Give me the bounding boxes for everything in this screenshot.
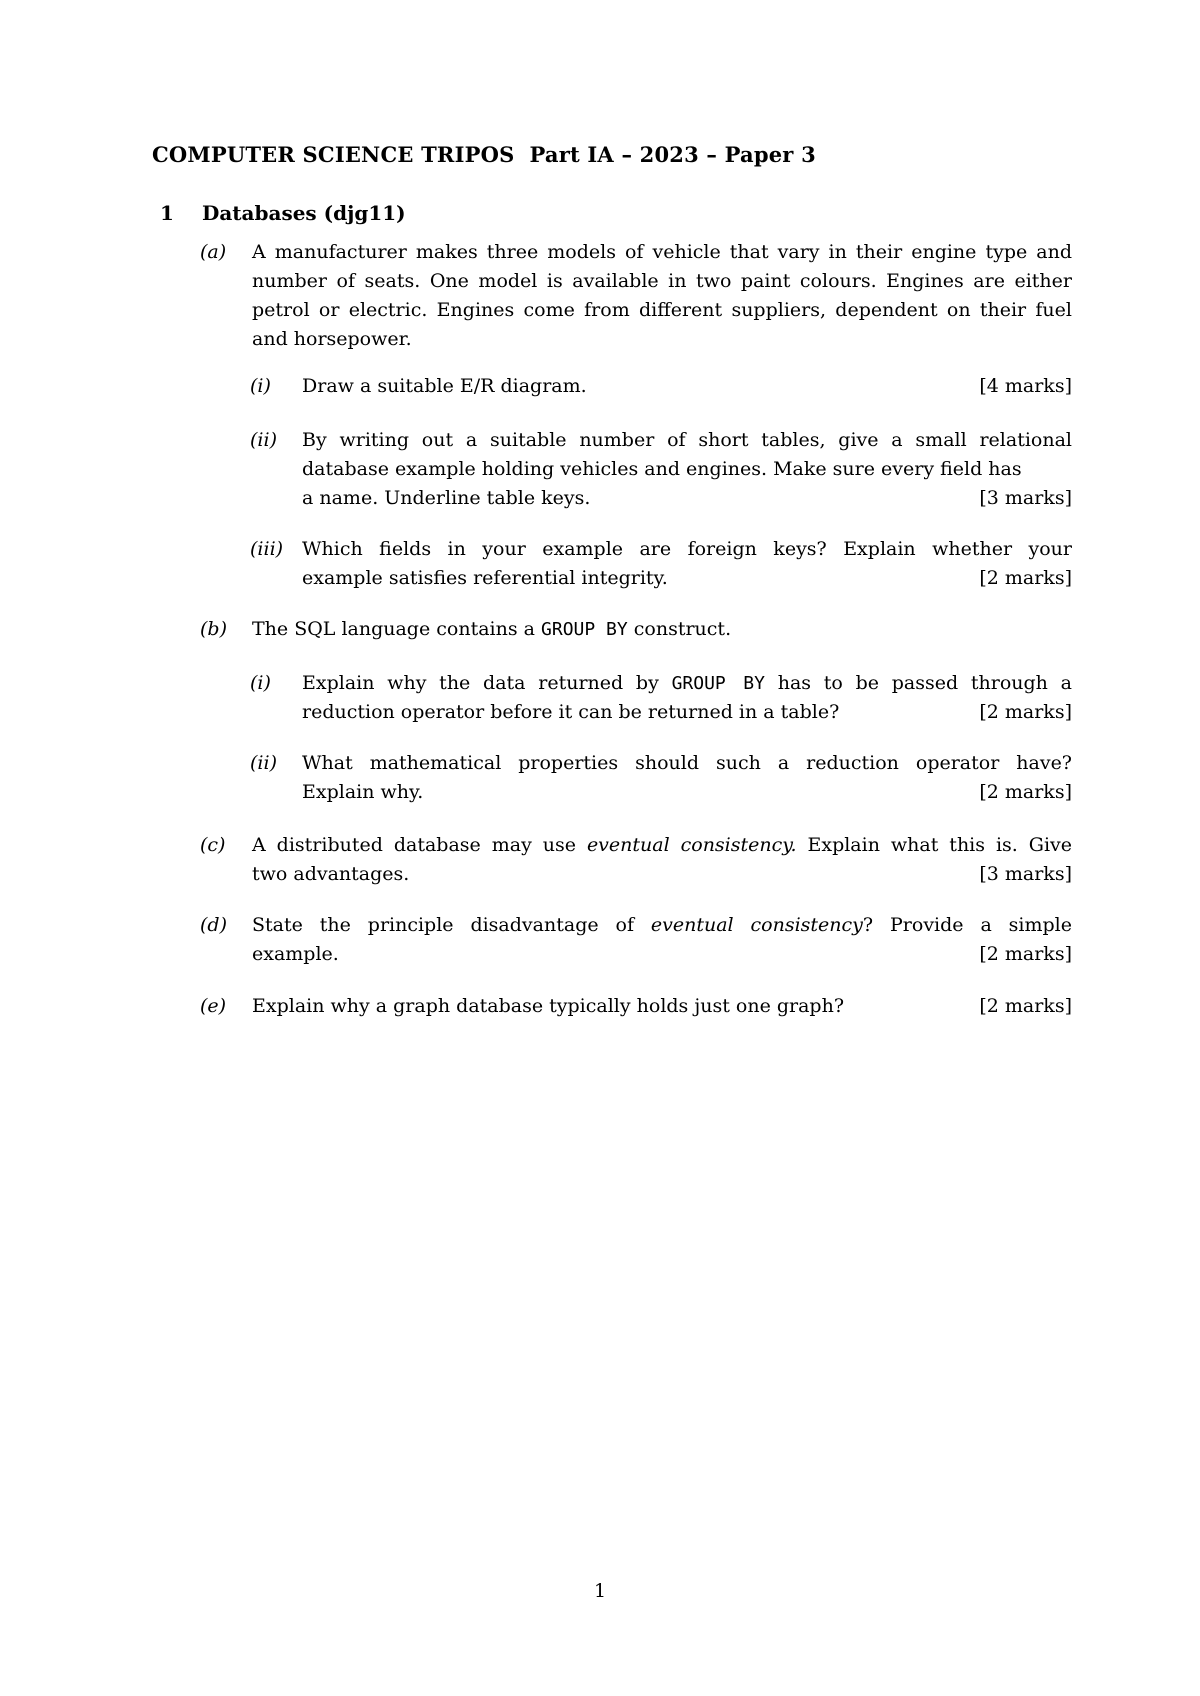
header-part-prefix: Part [529, 142, 580, 167]
part-a-iii-marks: [2 marks] [979, 567, 1072, 589]
part-a-label: (a) [200, 241, 227, 263]
part-b-i-code: GROUP BY [671, 673, 765, 694]
part-d-marks: [2 marks] [979, 943, 1072, 965]
part-b-ii-label: (ii) [250, 752, 277, 774]
part-b-i-label: (i) [250, 672, 271, 694]
part-e-text: Explain why a graph database typically holds just one graph? [252, 995, 845, 1017]
part-a-text: A manufacturer makes three models of vehicle that vary in their engine type and number of seats. One model is available in two paint colours. Engines are either petrol or electric. Engines come from different suppliers, dependent on their fuel and horsepower. [252, 241, 1072, 350]
part-a-iii-label: (iii) [250, 538, 284, 560]
part-d-emph: eventual consistency [650, 914, 863, 936]
part-b-i [250, 669, 1072, 727]
part-b-ii-marks: [2 marks] [979, 781, 1072, 803]
part-d-text-pre: State the principle disadvantage of [252, 914, 634, 936]
part-a-iii-text: Which fields in your example are foreign keys? Explain whether your [302, 538, 1072, 560]
part-a-iii [250, 535, 1072, 593]
part-b [200, 615, 1072, 644]
part-e-marks: [2 marks] [979, 995, 1072, 1017]
part-a-ii [250, 426, 1072, 513]
question-number: 1 [160, 201, 174, 225]
part-a-ii-text: By writing out a suitable number of short tables, give a small relational database example holding vehicles and engines. Make sure every field has [302, 429, 1072, 480]
part-c-text-pre: A distributed database may use [252, 834, 576, 856]
part-a-i [250, 372, 1072, 401]
part-b-text-pre: The SQL language contains a [252, 618, 535, 640]
part-b-i-marks: [2 marks] [979, 701, 1072, 723]
part-e [200, 992, 1072, 1021]
question-title: Databases (djg11) [202, 201, 406, 225]
part-a-i-label: (i) [250, 375, 271, 397]
part-b-ii-text: What mathematical properties should such a reduction operator have? [302, 752, 1072, 774]
part-c-emph: eventual consistency. [586, 834, 797, 856]
part-b-text-post: construct. [633, 618, 732, 640]
part-b-i-text-post: has to be passed through a [777, 672, 1072, 694]
header-year: – 2023 – Paper 3 [621, 142, 816, 167]
part-c-text-end: two advantages. [252, 863, 410, 885]
header-title: COMPUTER SCIENCE TRIPOS [152, 142, 515, 167]
part-a-i-marks: [4 marks] [979, 375, 1072, 397]
part-c-text-post: Explain what this is. Give [807, 834, 1072, 856]
header-part-value: IA [587, 142, 614, 167]
page-number: 1 [593, 1580, 607, 1602]
question-heading [160, 201, 406, 225]
part-b-label: (b) [200, 618, 227, 640]
part-a-ii-text-end: a name. Underline table keys. [302, 487, 591, 509]
part-d [200, 911, 1072, 969]
part-b-ii-text-end: Explain why. [302, 781, 424, 803]
part-a [200, 238, 1072, 354]
part-a-ii-marks: [3 marks] [979, 487, 1072, 509]
part-b-i-text-pre: Explain why the data returned by [302, 672, 659, 694]
part-a-iii-text-end: example satisfies referential integrity. [302, 567, 668, 589]
part-c [200, 831, 1072, 889]
part-d-label: (d) [200, 914, 227, 936]
part-e-label: (e) [200, 995, 227, 1017]
part-c-label: (c) [200, 834, 226, 856]
part-b-i-text-end: reduction operator before it can be returned in a table? [302, 701, 840, 723]
part-b-ii [250, 749, 1072, 807]
part-a-ii-label: (ii) [250, 429, 277, 451]
part-a-i-text: Draw a suitable E/R diagram. [302, 375, 587, 397]
part-d-text-post: ? Provide a simple [862, 914, 1072, 936]
page-header [152, 142, 816, 167]
part-d-text-end: example. [252, 943, 339, 965]
part-c-marks: [3 marks] [979, 863, 1072, 885]
part-b-code: GROUP BY [541, 619, 628, 640]
